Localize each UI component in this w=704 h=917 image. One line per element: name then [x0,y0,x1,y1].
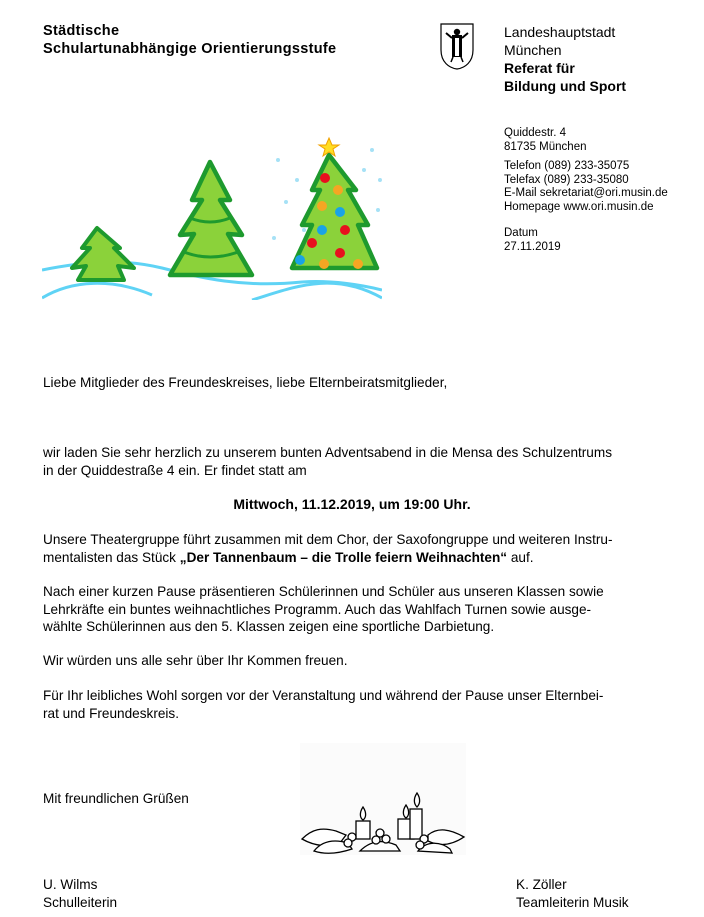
munich-crest-icon [439,22,475,70]
invitation-line1: wir laden Sie sehr herzlich zu unserem bunten Adventsabend in die Mensa des Schulzentrums [43,445,612,460]
paragraph-invitation [43,444,668,479]
homepage: Homepage www.ori.musin.de [504,200,654,213]
department-line2: Bildung und Sport [504,78,627,94]
contact-block [504,127,668,254]
play-title: „Der Tannenbaum – die Trolle feiern Weihnachten“ [179,549,508,565]
theater-line1: Unsere Theatergruppe führt zusammen mit dem Chor, der Saxofongruppe und weiteren Instru- [43,532,613,547]
school-name-line1: Städtische [43,23,120,39]
school-name-line2: Schulartunabhängige Orientierungsstufe [43,41,337,57]
program-line2: Lehrkräfte ein buntes weihnachtliches Programm. Auch das Wahlfach Turnen sowie ausge- [43,601,592,617]
theater-line2-pre: mentalisten das Stück [43,549,180,565]
paragraph-welcome: Wir würden uns alle sehr über Ihr Kommen freuen. [43,653,348,668]
invitation-line2: in der Quiddestraße 4 ein. Er findet statt am [43,462,307,478]
christmas-trees-illustration [42,130,382,300]
paragraph-catering [43,687,668,722]
signer-left-role: Schulleiterin [43,894,118,910]
authority-block [504,23,626,95]
school-name [43,22,336,58]
program-line3: wählte Schülerinnen aus den 5. Klassen zeigen eine sportliche Darbietung. [43,619,495,634]
signature-right [516,876,629,911]
salutation: Liebe Mitglieder des Freundeskreises, liebe Elternbeiratsmitglieder, [43,375,448,390]
signature-left [43,876,117,911]
paragraph-program [43,583,668,636]
authority-line1: Landeshauptstadt [504,24,616,40]
date-label: Datum [504,227,538,239]
theater-line2-post: auf. [507,549,534,565]
city: 81735 München [504,140,587,153]
department-line1: Referat für [504,60,575,76]
authority-line2: München [504,42,562,58]
closing: Mit freundlichen Grüßen [43,791,189,806]
email: E-Mail sekretariat@ori.musin.de [504,187,668,199]
signer-right-name: K. Zöller [516,877,567,892]
event-datetime: Mittwoch, 11.12.2019, um 19:00 Uhr. [233,496,471,512]
catering-line1: Für Ihr leibliches Wohl sorgen vor der Veranstaltung und während der Pause unser Elternbei- [43,688,604,703]
signer-right-role: Teamleiterin Musik [516,894,629,910]
phone: Telefon (089) 233-35075 [504,160,630,172]
paragraph-theater [43,531,668,566]
signer-left-name: U. Wilms [43,877,98,892]
program-line1: Nach einer kurzen Pause präsentieren Schülerinnen und Schüler aus unseren Klassen sowie [43,584,604,599]
advent-candles-illustration [300,743,466,855]
date-value: 27.11.2019 [504,240,561,253]
street: Quiddestr. 4 [504,127,567,139]
theater-line2 [43,549,668,567]
catering-line2: rat und Freundeskreis. [43,705,180,721]
fax: Telefax (089) 233-35080 [504,173,629,186]
